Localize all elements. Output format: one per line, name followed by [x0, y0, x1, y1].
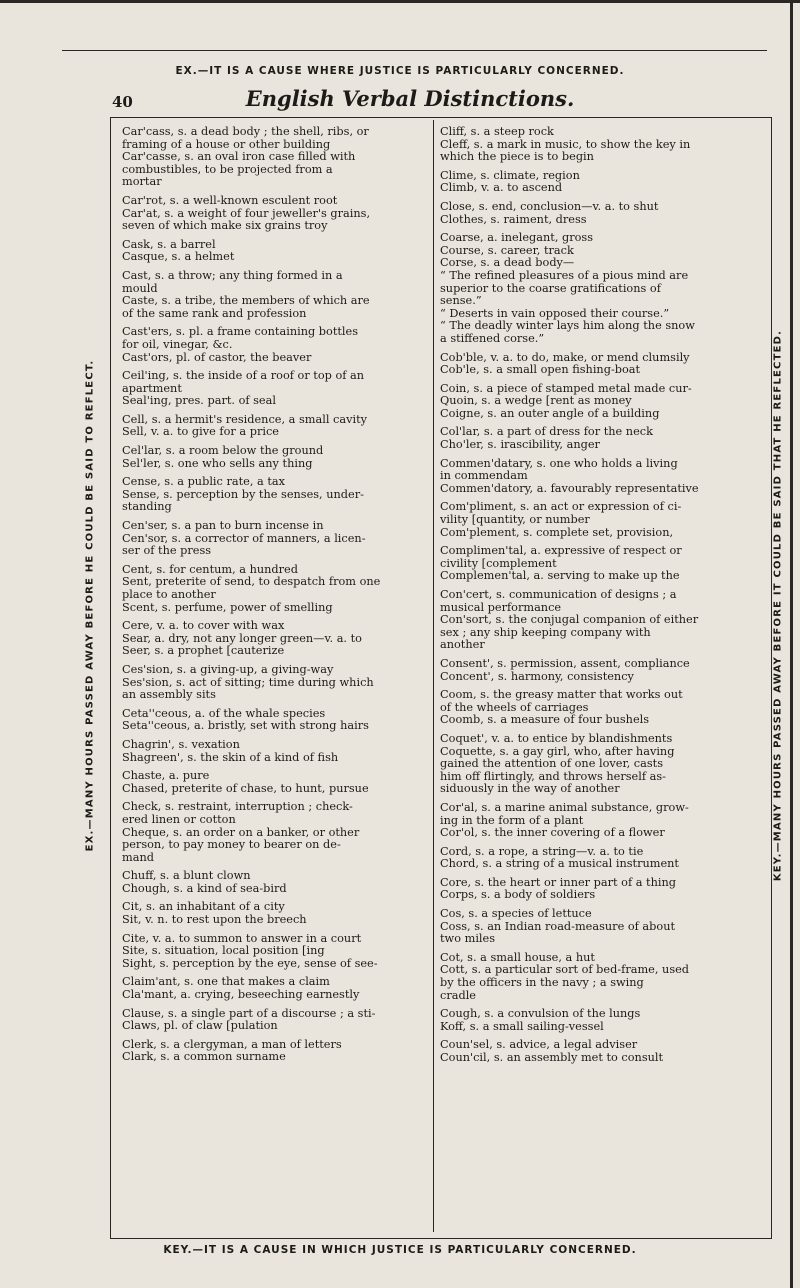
entry-line: Concent', s. harmony, consistency	[440, 669, 634, 683]
dictionary-entry	[122, 933, 428, 971]
entry-line: Cite, v. a. to summon to answer in a court	[122, 931, 362, 945]
entry-line: Car'at, s. a weight of four jeweller's grains,	[122, 206, 371, 220]
entry-line: Clime, s. climate, region	[440, 168, 580, 182]
dictionary-entry	[122, 976, 428, 1001]
dictionary-entry	[440, 658, 756, 683]
entry-line: Cob'le, s. a small open fishing-boat	[440, 363, 641, 377]
entry-line: Com'plement, s. complete set, provision,	[440, 525, 674, 539]
entry-line: in commendam	[440, 469, 528, 483]
entry-line: gained the attention of one lover, casts	[440, 757, 663, 771]
entry-line: Cot, s. a small house, a hut	[440, 950, 595, 964]
dictionary-entry	[440, 952, 756, 1002]
dictionary-entry	[440, 1039, 756, 1064]
entry-line: Cel'lar, s. a room below the ground	[122, 444, 324, 458]
entry-line: Sit, v. n. to rest upon the breech	[122, 913, 307, 927]
entry-line: Seal'ing, pres. part. of seal	[122, 394, 276, 408]
dictionary-entry	[440, 232, 756, 345]
entry-line: Car'rot, s. a well-known esculent root	[122, 193, 338, 207]
entry-line: Coun'cil, s. an assembly met to consult	[440, 1051, 664, 1064]
entry-line: vility [quantity, or number	[440, 513, 590, 527]
entry-line: Cen'ser, s. a pan to burn incense in	[122, 519, 324, 533]
entry-line: by the officers in the navy ; a swing	[440, 976, 644, 990]
entry-line: Chuff, s. a blunt clown	[122, 869, 251, 883]
entry-line: Cen'sor, s. a corrector of manners, a licen-	[122, 531, 366, 545]
entry-line: cradle	[440, 988, 476, 1002]
dictionary-entry	[122, 445, 428, 470]
dictionary-entry	[122, 126, 428, 189]
entry-line: Cliff, s. a steep rock	[440, 125, 554, 138]
entry-line: Con'sort, s. the conjugal companion of either	[440, 613, 699, 627]
entry-line: Coigne, s. an outer angle of a building	[440, 406, 660, 420]
entry-line: of the wheels of carriages	[440, 700, 589, 714]
entry-line: mortar	[122, 175, 162, 189]
entry-line: Shagreen', s. the skin of a kind of fish	[122, 750, 339, 764]
entry-line: Close, s. end, conclusion—v. a. to shut	[440, 199, 659, 213]
dictionary-entry	[122, 520, 428, 558]
entry-line: another	[440, 638, 485, 652]
dictionary-entry	[122, 664, 428, 702]
entry-line: superior to the coarse gratifications of	[440, 281, 661, 295]
entry-line: place to another	[122, 588, 216, 601]
dictionary-entry	[440, 170, 756, 195]
dictionary-entry	[440, 426, 756, 451]
entry-line: Commen'datory, a. favourably representative	[440, 481, 699, 495]
dictionary-entry	[440, 802, 756, 840]
entry-line: Cleff, s. a mark in music, to show the key in	[440, 137, 691, 151]
entry-line: mand	[122, 850, 154, 864]
dictionary-entry	[122, 476, 428, 514]
dictionary-entry	[440, 877, 756, 902]
entry-line: sense.”	[440, 294, 482, 308]
entry-line: Ceta''ceous, a. of the whale species	[122, 706, 326, 720]
entry-line: Commen'datary, s. one who holds a living	[440, 456, 678, 470]
entry-line: Car'cass, s. a dead body ; the shell, ribs, or	[122, 125, 369, 138]
entry-line: ered linen or cotton	[122, 812, 236, 826]
entry-line: Cord, s. a rope, a string—v. a. to tie	[440, 844, 644, 858]
right-border	[790, 0, 793, 1288]
entry-line: civility [complement	[440, 556, 557, 570]
dictionary-entry	[440, 458, 756, 496]
dictionary-entry	[440, 846, 756, 871]
top-border	[0, 0, 800, 3]
entry-line: Cott, s. a particular sort of bed-frame, used	[440, 963, 690, 977]
entry-line: Casque, s. a helmet	[122, 250, 235, 264]
dictionary-entry	[440, 1008, 756, 1033]
entry-line: ing in the form of a plant	[440, 813, 584, 827]
entry-line: Seer, s. a prophet [cauterize	[122, 644, 285, 658]
right-column	[440, 126, 756, 1071]
entry-line: Climb, v. a. to ascend	[440, 181, 563, 195]
dictionary-entry	[122, 620, 428, 658]
entry-line: Sight, s. perception by the eye, sense of see-	[122, 956, 378, 970]
entry-line: Sell, v. a. to give for a price	[122, 425, 279, 439]
entry-line: Coomb, s. a measure of four bushels	[440, 713, 650, 727]
dictionary-entry	[122, 370, 428, 408]
entry-line: Cob'ble, v. a. to do, make, or mend clumsily	[440, 350, 690, 364]
entry-line: Ceil'ing, s. the inside of a roof or top of an	[122, 369, 365, 383]
entry-line: Chough, s. a kind of sea-bird	[122, 881, 287, 895]
entry-line: Sel'ler, s. one who sells any thing	[122, 456, 313, 470]
entry-line: “ The deadly winter lays him along the snow	[440, 319, 695, 333]
entry-line: Claws, pl. of claw [pulation	[122, 1019, 278, 1033]
dictionary-entry	[440, 383, 756, 421]
dictionary-entry	[440, 501, 756, 539]
entry-line: Ces'sion, s. a giving-up, a giving-way	[122, 662, 334, 676]
entry-line: Cho'ler, s. irascibility, anger	[440, 438, 600, 452]
entry-line: Chord, s. a string of a musical instrument	[440, 857, 679, 871]
dictionary-entry	[122, 239, 428, 264]
entry-line: Sear, a. dry, not any longer green—v. a. to	[122, 631, 362, 645]
dictionary-entry	[122, 564, 428, 614]
entry-line: Coin, s. a piece of stamped metal made cur-	[440, 381, 692, 395]
dictionary-entry	[440, 201, 756, 226]
entry-line: Clark, s. a common surname	[122, 1050, 286, 1064]
entry-line: Coquette, s. a gay girl, who, after having	[440, 744, 675, 758]
entry-line: apartment	[122, 381, 182, 395]
entry-line: mould	[122, 281, 158, 295]
entry-line: Claim'ant, s. one that makes a claim	[122, 975, 330, 989]
entry-line: Ses'sion, s. act of sitting; time during which	[122, 675, 374, 689]
entry-line: Quoin, s. a wedge [rent as money	[440, 394, 632, 408]
entry-line: Site, s. situation, local position [ing	[122, 944, 325, 958]
entry-line: Check, s. restraint, interruption ; check-	[122, 800, 353, 814]
entry-line: Cast'ers, s. pl. a frame containing bottles	[122, 325, 359, 339]
entry-line: Koff, s. a small sailing-vessel	[440, 1019, 604, 1033]
entry-line: Coun'sel, s. advice, a legal adviser	[440, 1038, 638, 1052]
entry-line: two miles	[440, 932, 496, 946]
entry-line: Chagrin', s. vexation	[122, 737, 240, 751]
entry-line: Col'lar, s. a part of dress for the neck	[440, 425, 653, 439]
entry-line: of the same rank and profession	[122, 306, 307, 320]
entry-line: Consent', s. permission, assent, compliance	[440, 656, 690, 670]
dictionary-entry	[122, 870, 428, 895]
entry-line: Coss, s. an Indian road-measure of about	[440, 919, 676, 933]
dictionary-entry	[440, 908, 756, 946]
entry-line: him off flirtingly, and throws herself as-	[440, 769, 666, 783]
dictionary-entry	[122, 901, 428, 926]
dictionary-entry	[122, 414, 428, 439]
entry-line: Clerk, s. a clergyman, a man of letters	[122, 1037, 342, 1051]
dictionary-entry	[122, 270, 428, 320]
dictionary-entry	[122, 770, 428, 795]
entry-line: combustibles, to be projected from a	[122, 162, 333, 176]
side-text-right: KEY.—MANY HOURS PASSED AWAY BEFORE IT COULD BE SAID THAT HE REFLECTED.	[772, 329, 784, 882]
dictionary-entry	[440, 589, 756, 652]
dictionary-entry	[122, 708, 428, 733]
page-title: English Verbal Distinctions.	[245, 86, 575, 111]
top-rule	[62, 50, 767, 51]
entry-line: Cor'al, s. a marine animal substance, grow-	[440, 800, 689, 814]
running-foot: KEY.—IT IS A CAUSE IN WHICH JUSTICE IS PARTICULARLY CONCERNED.	[163, 1244, 637, 1256]
entry-line: Sent, preterite of send, to despatch from one	[122, 575, 381, 589]
entry-line: Core, s. the heart or inner part of a thing	[440, 875, 676, 889]
entry-line: Coom, s. the greasy matter that works out	[440, 688, 683, 702]
entry-line: Cla'mant, a. crying, beseeching earnestly	[122, 988, 360, 1002]
entry-line: Cent, s. for centum, a hundred	[122, 562, 298, 576]
column-divider	[433, 120, 434, 1232]
entry-line: Complemen'tal, a. serving to make up the	[440, 569, 680, 583]
entry-line: Com'pliment, s. an act or expression of ci-	[440, 500, 682, 514]
entry-line: Caste, s. a tribe, the members of which are	[122, 294, 370, 308]
dictionary-entry	[122, 739, 428, 764]
entry-line: Cast, s. a throw; any thing formed in a	[122, 268, 343, 282]
entry-line: Cough, s. a convulsion of the lungs	[440, 1007, 641, 1021]
entry-line: ser of the press	[122, 544, 212, 558]
dictionary-entry	[440, 352, 756, 377]
dictionary-entry	[122, 1008, 428, 1033]
dictionary-entry	[440, 126, 756, 164]
dictionary-entry	[122, 1039, 428, 1064]
entry-line: Coquet', v. a. to entice by blandishments	[440, 731, 673, 745]
entry-line: a stiffened corse.”	[440, 331, 545, 345]
entry-line: which the piece is to begin	[440, 150, 594, 164]
entry-line: Car'casse, s. an oval iron case filled with	[122, 150, 356, 164]
entry-line: Clause, s. a single part of a discourse ; a sti-	[122, 1006, 376, 1020]
entry-line: Clothes, s. raiment, dress	[440, 212, 587, 226]
entry-line: Sense, s. perception by the senses, under-	[122, 487, 364, 501]
entry-line: seven of which make six grains troy	[122, 219, 328, 233]
entry-line: Seta''ceous, a. bristly, set with strong hairs	[122, 719, 369, 733]
entry-line: Cere, v. a. to cover with wax	[122, 619, 285, 633]
entry-line: Course, s. career, track	[440, 243, 574, 257]
entry-line: Coarse, a. inelegant, gross	[440, 231, 594, 245]
left-column	[122, 126, 428, 1070]
entry-line: Cense, s. a public rate, a tax	[122, 475, 285, 489]
entry-line: Corse, s. a dead body—	[440, 256, 575, 270]
side-text-left: EX.—MANY HOURS PASSED AWAY BEFORE HE COULD BE SAID TO REFLECT.	[84, 359, 96, 852]
entry-line: Cos, s. a species of lettuce	[440, 907, 592, 921]
entry-line: Chased, preterite of chase, to hunt, pursue	[122, 781, 369, 795]
dictionary-entry	[122, 801, 428, 864]
entry-line: Cast'ors, pl. of castor, the beaver	[122, 350, 312, 364]
entry-line: Cor'ol, s. the inner covering of a flower	[440, 826, 665, 840]
entry-line: Scent, s. perfume, power of smelling	[122, 600, 333, 614]
dictionary-entry	[440, 733, 756, 796]
entry-line: sex ; any ship keeping company with	[440, 625, 651, 639]
entry-line: Corps, s. a body of soldiers	[440, 888, 596, 902]
dictionary-entry	[122, 326, 428, 364]
entry-line: framing of a house or other building	[122, 137, 331, 151]
page-number: 40	[112, 93, 133, 111]
entry-line: Cit, s. an inhabitant of a city	[122, 900, 285, 914]
entry-line: Complimen'tal, a. expressive of respect or	[440, 544, 682, 558]
entry-line: Con'cert, s. communication of designs ; a	[440, 588, 677, 601]
entry-line: “ Deserts in vain opposed their course.”	[440, 306, 670, 320]
entry-line: for oil, vinegar, &c.	[122, 337, 233, 351]
dictionary-entry	[122, 195, 428, 233]
entry-line: standing	[122, 500, 172, 514]
entry-line: Cask, s. a barrel	[122, 237, 216, 251]
entry-line: siduously in the way of another	[440, 782, 620, 796]
running-head: EX.—IT IS A CAUSE WHERE JUSTICE IS PARTICULARLY CONCERNED.	[175, 65, 625, 77]
entry-line: person, to pay money to bearer on de-	[122, 838, 341, 852]
entry-line: Cheque, s. an order on a banker, or other	[122, 825, 360, 839]
entry-line: Cell, s. a hermit's residence, a small cavity	[122, 412, 368, 426]
entry-line: an assembly sits	[122, 688, 216, 702]
dictionary-entry	[440, 545, 756, 583]
dictionary-entry	[440, 689, 756, 727]
entry-line: musical performance	[440, 600, 562, 614]
entry-line: Chaste, a. pure	[122, 769, 210, 783]
entry-line: “ The refined pleasures of a pious mind are	[440, 268, 689, 282]
